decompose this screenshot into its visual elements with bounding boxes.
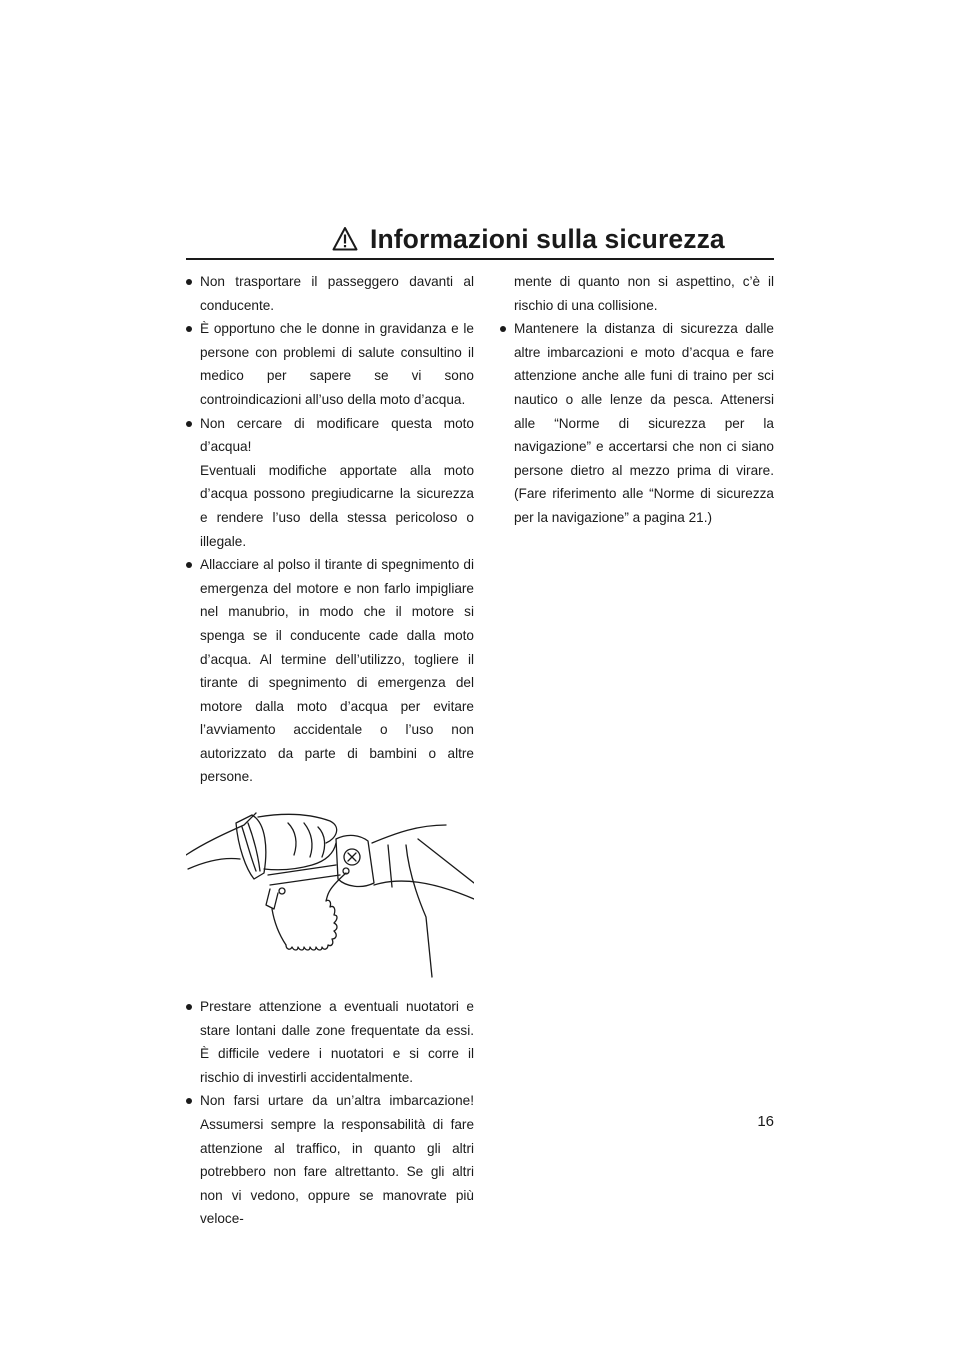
list-item [186,553,474,789]
bullet-icon [186,562,192,568]
list-item-text: Non farsi urtare da un’altra imbarcazione! Assumersi sempre la responsabilità di fare attenzione al traffico, in quanto gli altri potrebbero non fare altrettanto. Se gli altri non vi vedono, oppure se manovrate più veloce- [200,1093,474,1227]
warning-triangle-icon [332,226,358,252]
list-item [186,1089,474,1231]
list-item-text: È opportuno che le donne in gravidanza e le persone con problemi di salute consultino il medico per sapere se vi sono controindicazioni all’uso della moto d’acqua. [200,321,474,407]
bullet-icon [186,1004,192,1010]
list-item [186,412,474,554]
list-item [186,270,474,317]
list-item-text: Mantenere la distanza di sicurezza dalle altre imbarcazioni e moto d’acqua e fare attenzione anche alle funi di traino per sci nautico o alle lenze da pesca. Attenersi alle “Norme di sicurezza per la navigazione” e accertarsi che non ci siano persone dietro al mezzo prima di virare. (Fare riferimento alle “Norme di sicurezza per la navigazione” a pagina 21.) [514,321,774,525]
bullet-icon [186,279,192,285]
bullet-icon [186,421,192,427]
right-items [500,317,774,529]
right-column [500,270,774,530]
bullet-icon [186,1098,192,1104]
list-item-text: Eventuali modifiche apportate alla moto d’acqua possono pregiudicarne la sicurezza e rendere l’uso della stessa pericoloso o illegale. [200,462,474,549]
page-title: Informazioni sulla sicurezza [370,224,725,254]
left-items-after-figure [186,995,474,1231]
list-item [500,317,774,529]
bullet-icon [186,326,192,332]
left-column [186,270,474,1231]
page-header [186,222,774,260]
list-item [186,317,474,411]
list-item-text: Non trasportare il passeggero davanti al conducente. [200,274,474,313]
list-item-text: Prestare attenzione a eventuali nuotatori e stare lontani dalle zone frequentate da essi. È difficile vedere i nuotatori e si corre il rischio di investirli accidentalmente. [200,999,474,1085]
list-item [186,995,474,1089]
page-number: 16 [757,1113,774,1130]
continued-paragraph: mente di quanto non si aspettino, c’è il rischio di una collisione. [514,274,774,313]
bullet-icon [500,326,506,332]
left-items-before-figure [186,270,474,789]
list-item-text: Non cercare di modificare questa moto d’acqua! [200,415,474,455]
wrist-lanyard-illustration [186,799,474,983]
list-item-text: Allacciare al polso il tirante di spegnimento di emergenza del motore e non farlo impigliare nel manubrio, in modo che il motore si spenga se il conducente cade dalla moto d’acqua. Al termine dell’utilizzo, togliere il tirante di spegnimento di emergenza del motore dalla moto d’acqua per evitare l’avviamento accidentale o l’uso non autorizzato da parte di bambini o altre persone. [200,557,474,785]
